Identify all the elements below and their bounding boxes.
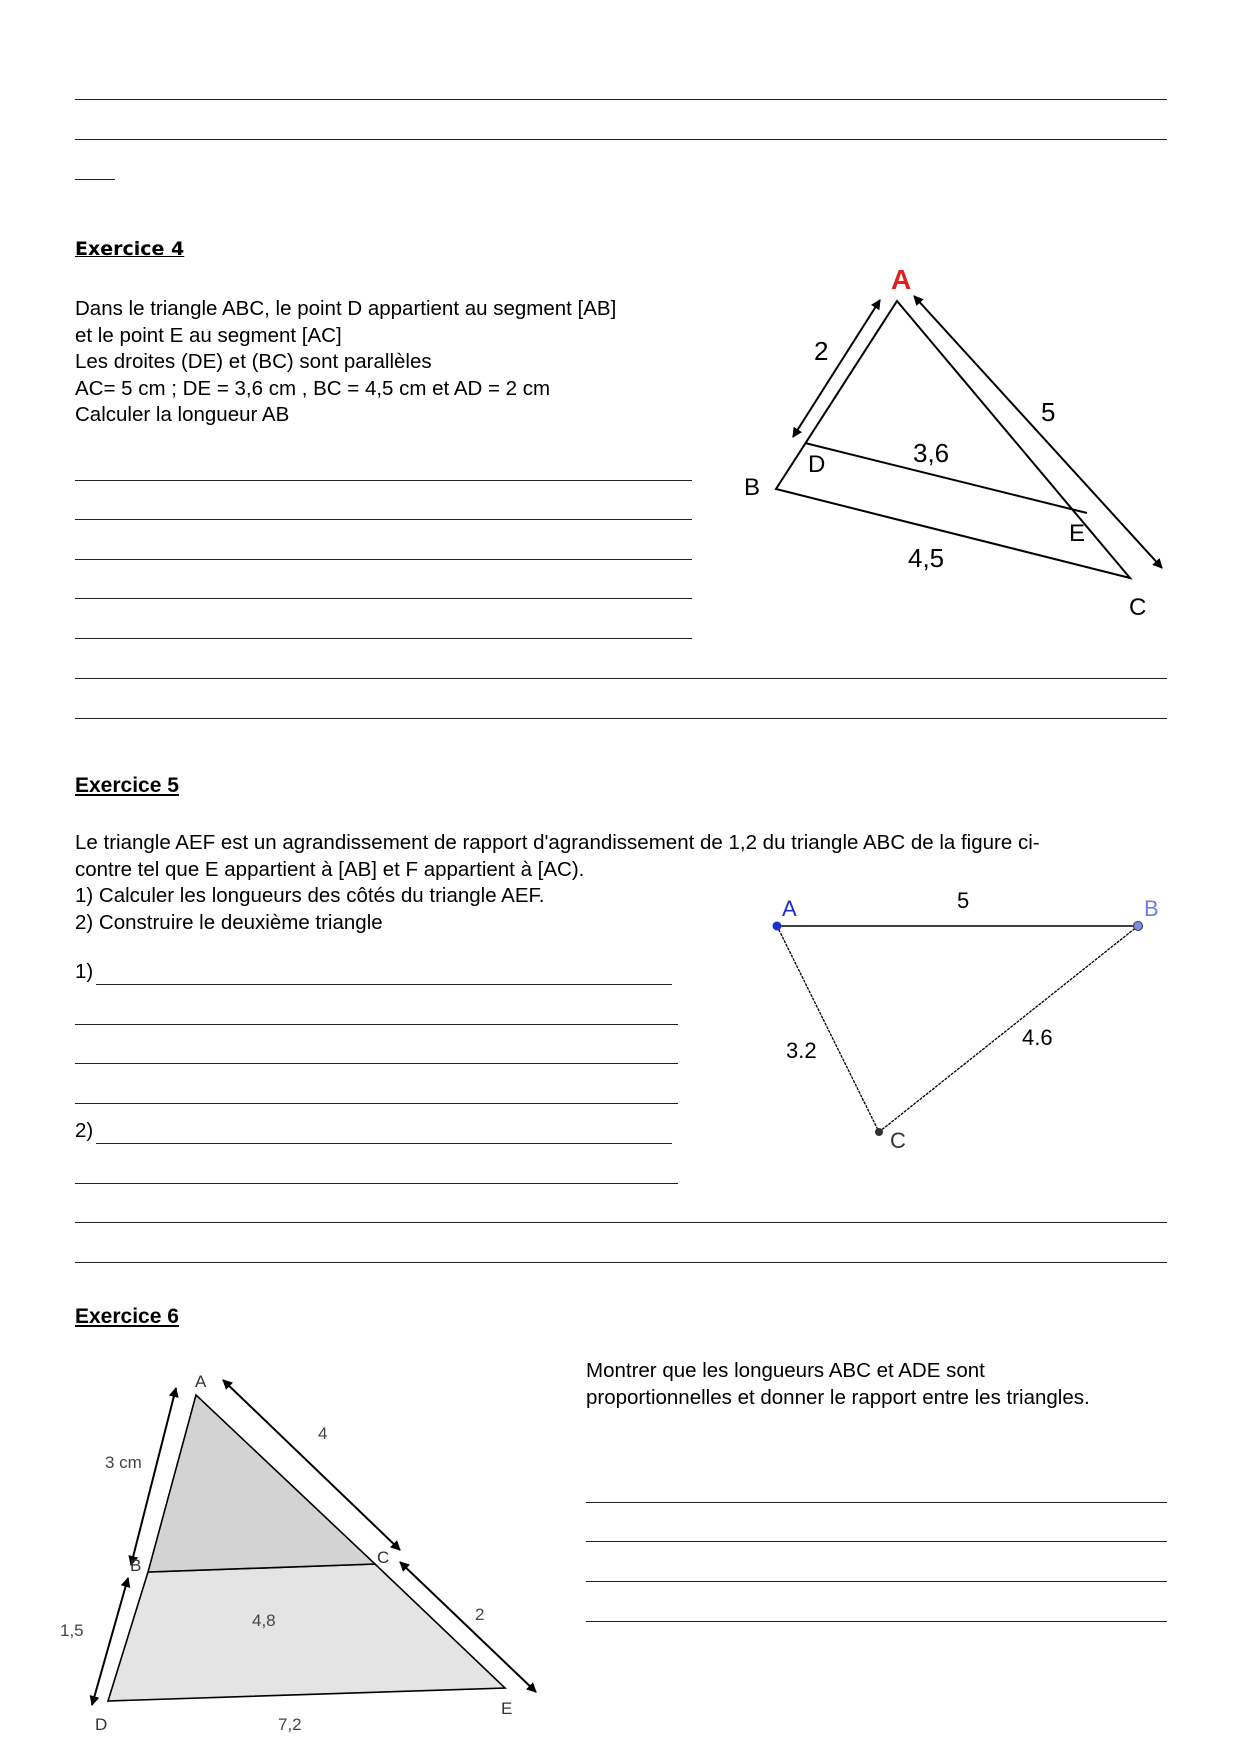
exercise-6-figure [50,1360,550,1745]
segment-ac [777,926,879,1132]
answer-line[interactable] [75,1024,678,1025]
exercise-6-line: Montrer que les longueurs ABC et ADE sont [586,1359,985,1382]
answer-line[interactable] [75,1183,678,1184]
answer-line[interactable] [96,984,672,985]
arrow-ad [793,300,880,437]
label-a: A [782,896,797,921]
point-b [1134,922,1143,931]
label-b: B [744,474,761,501]
length-de: 7,2 [278,1715,302,1734]
answer-line[interactable] [75,1222,1167,1223]
exercise-4-line: Les droites (DE) et (BC) sont parallèles [75,350,432,373]
answer-line[interactable] [586,1502,1167,1503]
trapezoid-bcde [108,1564,505,1701]
label-c: C [1129,594,1147,621]
label-e: E [501,1699,513,1718]
answer-prefix-2: 2) [75,1119,94,1142]
answer-line[interactable] [75,139,1167,140]
length-de: 3,6 [913,438,950,468]
label-e: E [1069,520,1086,547]
length-bd: 1,5 [60,1621,84,1640]
exercise-5-line: Le triangle AEF est un agrandissement de rapport d'agrandissement de 1,2 du triangle ABC de la figure ci- [75,831,1040,854]
point-a [773,922,782,931]
answer-line[interactable] [75,598,692,599]
label-c: C [377,1548,390,1567]
arrow-ac [914,296,1162,568]
exercise-5-line: 2) Construire le deuxième triangle [75,910,383,934]
length-ab: 5 [957,888,970,913]
length-bc: 4,8 [252,1611,276,1630]
exercise-4-line: et le point E au segment [AC] [75,323,342,347]
length-ab: 3 cm [105,1453,142,1472]
answer-line[interactable] [75,99,1167,100]
exercise-4-title: Exercice 4 [75,238,185,260]
length-ac: 5 [1041,397,1056,427]
answer-line-short[interactable] [75,179,115,180]
answer-line[interactable] [96,1143,672,1144]
answer-line[interactable] [75,1103,678,1104]
answer-line[interactable] [75,638,692,639]
length-ac: 4 [318,1424,328,1443]
label-b: B [130,1556,142,1575]
exercise-4-line: Dans le triangle ABC, le point D appartient au segment [AB] [75,297,617,320]
exercise-6-line: proportionnelles et donner le rapport entre les triangles. [586,1385,1090,1409]
label-b: B [1144,896,1159,921]
answer-line[interactable] [586,1541,1167,1542]
exercise-5-figure [760,880,1170,1160]
exercise-4-line: Calculer la longueur AB [75,403,290,426]
exercise-5-line: 1) Calculer les longueurs des côtés du triangle AEF. [75,884,545,907]
segment-bc [879,926,1138,1132]
exercise-4-statement [75,296,616,429]
answer-line[interactable] [75,718,1167,719]
label-a: A [891,264,912,295]
exercise-6-title: Exercice 6 [75,1305,179,1328]
exercise-4-figure [730,255,1170,635]
point-c [875,1128,883,1136]
exercise-6-statement [586,1358,1090,1411]
answer-line[interactable] [75,480,692,481]
label-d: D [808,451,826,478]
triangle-abc [148,1395,375,1572]
exercise-5-title: Exercice 5 [75,774,179,797]
length-ce: 2 [475,1605,485,1624]
answer-line[interactable] [75,519,692,520]
label-d: D [95,1715,108,1734]
length-bc: 4,5 [908,543,945,573]
answer-line[interactable] [75,1063,678,1064]
exercise-5-line: contre tel que E appartient à [AB] et F appartient à [AC). [75,857,585,881]
label-a: A [195,1372,207,1391]
length-bc: 4.6 [1022,1025,1053,1050]
answer-line[interactable] [75,678,1167,679]
answer-prefix-1: 1) [75,960,94,983]
answer-line[interactable] [75,559,692,560]
answer-line[interactable] [75,1262,1167,1263]
length-ad: 2 [814,336,829,366]
answer-line[interactable] [586,1581,1167,1582]
exercise-4-line: AC= 5 cm ; DE = 3,6 cm , BC = 4,5 cm et AD = 2 cm [75,376,551,400]
label-c: C [890,1128,906,1153]
answer-line[interactable] [586,1621,1167,1622]
length-ac: 3.2 [786,1038,817,1063]
